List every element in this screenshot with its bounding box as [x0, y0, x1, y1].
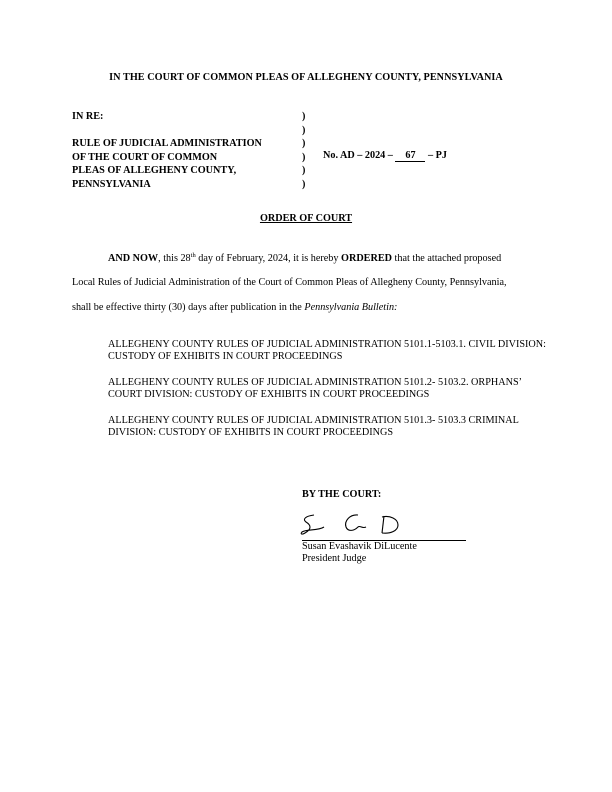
- body-text: shall be effective thirty (30) days after publication in the: [72, 302, 305, 313]
- paren: ): [302, 138, 306, 150]
- body-text: , this 28: [158, 253, 191, 264]
- docket-prefix: No. AD – 2024 –: [323, 150, 393, 161]
- paren: ): [302, 178, 306, 190]
- body-text: day of February, 2024, it is hereby: [195, 253, 342, 264]
- order-title-text: ORDER OF COURT: [259, 213, 353, 224]
- bulletin-title: Pennsylvania Bulletin:: [304, 302, 398, 313]
- signer-title: President Judge: [302, 553, 367, 564]
- caption-line: PENNSYLVANIA: [72, 178, 151, 190]
- and-now-text: AND NOW: [108, 253, 159, 264]
- signer-name: Susan Evashavik DiLucente: [302, 541, 417, 552]
- docket-number-value: 67: [395, 151, 425, 162]
- by-the-court-label: BY THE COURT:: [302, 489, 382, 500]
- rule-item-civil: ALLEGHENY COUNTY RULES OF JUDICIAL ADMINISTRATION 5101.1-5103.1. CIVIL DIVISION: CUSTODY OF EXHIBITS IN COURT PROCEEDINGS: [108, 339, 546, 362]
- ordinal-suffix: th: [190, 252, 196, 259]
- docket-number: [323, 150, 447, 162]
- caption-line: RULE OF JUDICIAL ADMINISTRATION: [72, 138, 262, 150]
- paren: ): [302, 151, 306, 163]
- rule-item-criminal: ALLEGHENY COUNTY RULES OF JUDICIAL ADMINISTRATION 5101.3- 5103.3 CRIMINAL DIVISION: CUSTODY OF EXHIBITS IN COURT PROCEEDINGS: [108, 415, 519, 438]
- order-body-line-2: Local Rules of Judicial Administration of the Court of Common Pleas of Allegheny County, Pennsylvania,: [72, 277, 507, 288]
- paren: ): [302, 111, 306, 122]
- paren: ): [302, 165, 306, 177]
- caption-parentheses: [302, 110, 305, 192]
- caption-line: PLEAS OF ALLEGHENY COUNTY,: [72, 165, 237, 177]
- signer-block: [302, 541, 417, 565]
- paren: ): [302, 124, 306, 136]
- in-re-label: IN RE:: [72, 111, 104, 122]
- docket-suffix: – PJ: [428, 150, 447, 161]
- caption-spacer: [72, 124, 262, 138]
- order-body-line-3: [72, 302, 397, 313]
- court-header: IN THE COURT OF COMMON PLEAS OF ALLEGHENY COUNTY, PENNSYLVANIA: [109, 72, 503, 83]
- order-body-line-1: [108, 252, 501, 264]
- case-caption: [72, 110, 262, 192]
- caption-line: OF THE COURT OF COMMON: [72, 151, 218, 163]
- rule-item-orphans: ALLEGHENY COUNTY RULES OF JUDICIAL ADMINISTRATION 5101.2- 5103.2. ORPHANS’ COURT DIVISION: CUSTODY OF EXHIBITS IN COURT PROCEEDINGS: [108, 377, 522, 400]
- judge-signature: [296, 505, 416, 539]
- order-title: [0, 213, 612, 224]
- ordered-text: ORDERED: [341, 253, 392, 264]
- body-text: that the attached proposed: [392, 253, 502, 264]
